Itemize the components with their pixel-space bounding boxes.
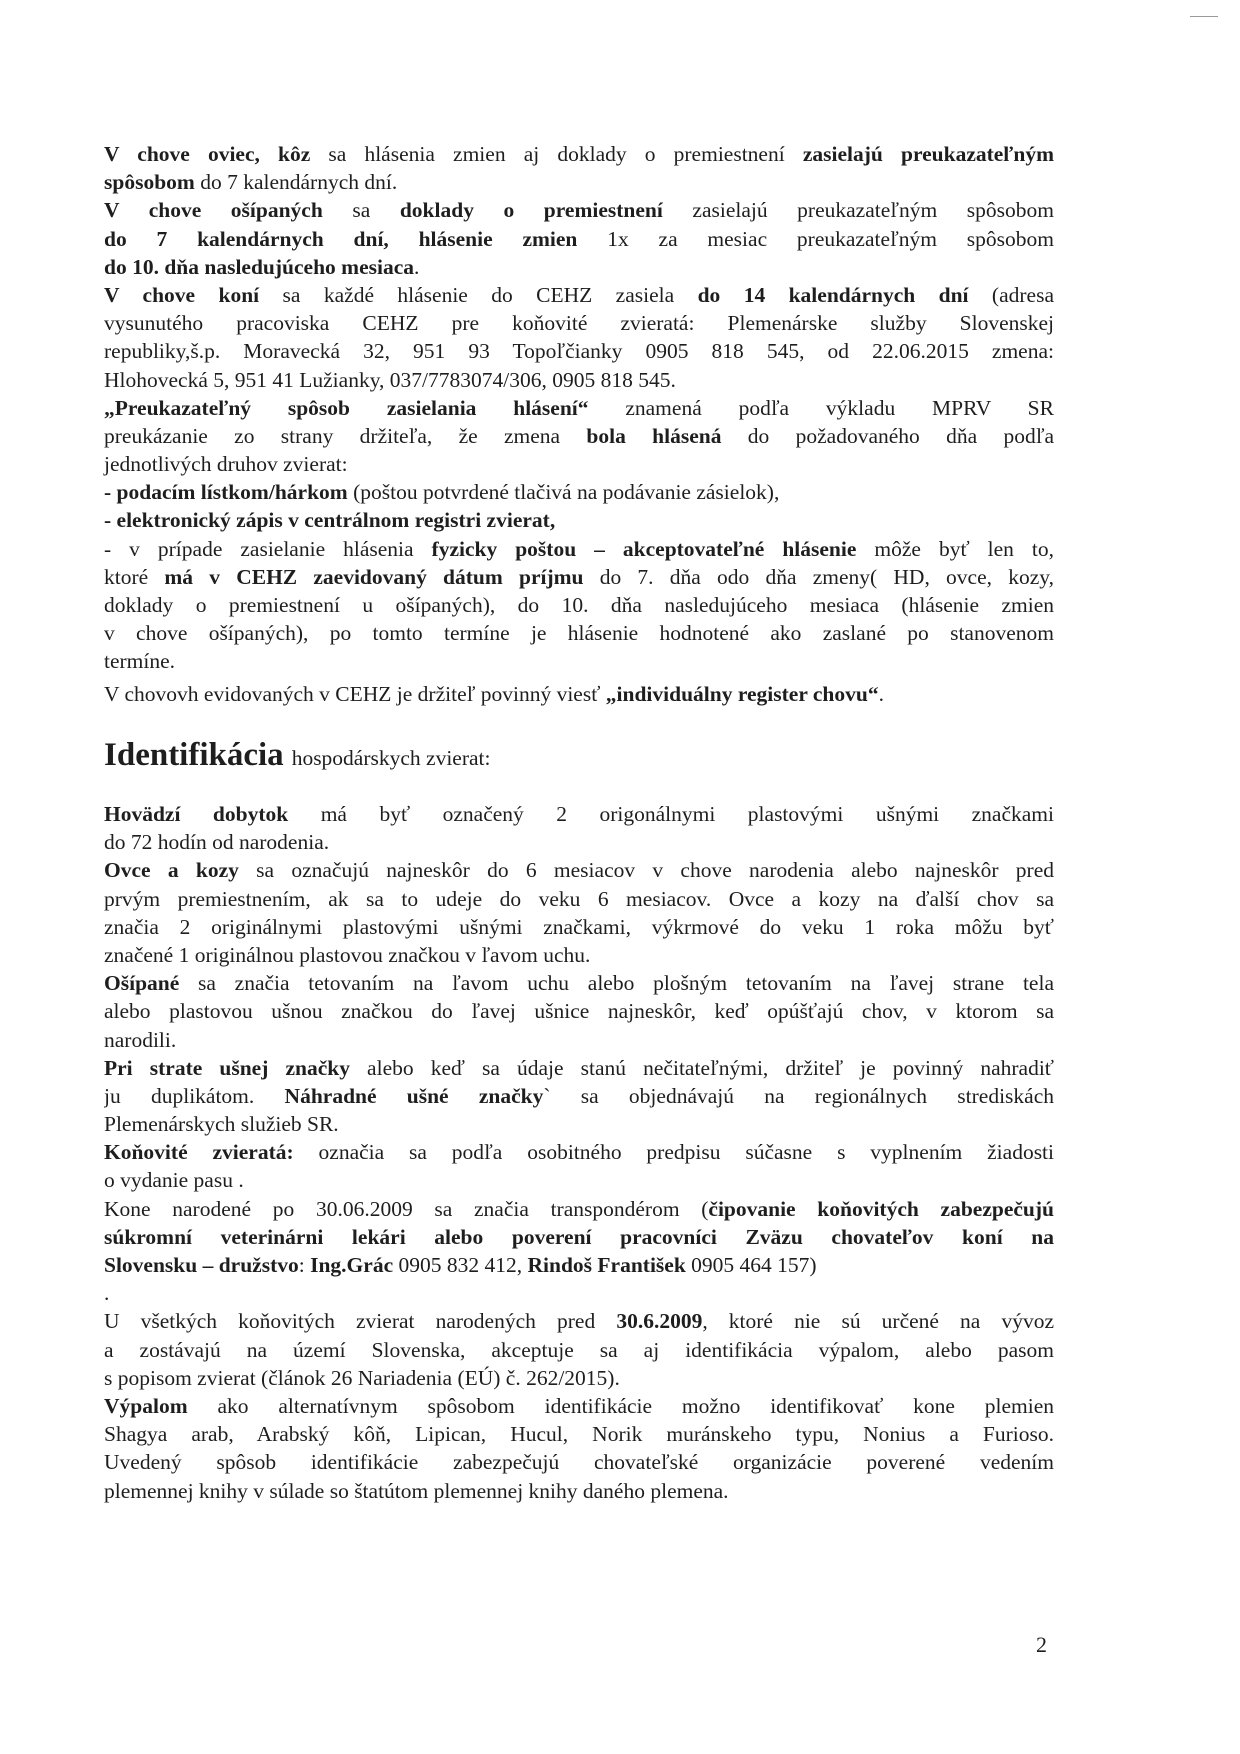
text-line — [104, 563, 1054, 591]
text-span: do 72 hodín od narodenia. — [104, 830, 330, 855]
text-span: sa označujú najneskôr do 6 mesiacov v chove narodenia alebo najneskôr pred — [238, 858, 1054, 883]
bold-text: do 10. dňa nasledujúceho mesiaca — [104, 254, 414, 279]
bold-text: Slovensku – družstvo — [104, 1253, 299, 1277]
text-span: ktoré — [104, 564, 165, 589]
text-line — [104, 1279, 1054, 1307]
text-line — [104, 619, 1054, 647]
text-line — [104, 1223, 1054, 1251]
bold-text: „individuálny register chovu“ — [605, 682, 879, 706]
bold-text: doklady o premiestnení — [399, 198, 663, 223]
text-line — [104, 969, 1054, 997]
bold-text: súkromní veterinárni lekári alebo poverení pracovníci Zväzu chovateľov koní na — [104, 1224, 1054, 1249]
bold-text: fyzicky poštou – akceptovateľné hlásenie — [431, 536, 857, 561]
text-span: doklady o premiestnení u ošípaných), do 10. dňa nasledujúceho mesiaca (hlásenie zmien — [104, 593, 1054, 617]
text-span: do 7 kalendárnych dní. — [194, 170, 398, 195]
text-span: : — [298, 1253, 311, 1277]
text-span: a zostávajú na území Slovenska, akceptuje sa aj identifikácia výpalom, alebo pasom — [104, 1337, 1054, 1362]
text-span: ju duplikátom. — [104, 1083, 285, 1108]
text-span: ` sa objednávajú na regionálnych strediskách — [543, 1083, 1054, 1108]
text-span: sa hlásenia zmien aj doklady o premiestnení — [310, 142, 803, 166]
text-line — [104, 941, 1054, 969]
text-line — [104, 647, 1054, 675]
bold-text: čipovanie koňovitých zabezpečujú — [708, 1196, 1054, 1221]
text-span: Uvedený spôsob identifikácie zabezpečujú chovateľské organizácie poverené vedením — [104, 1450, 1054, 1475]
text-line — [104, 422, 1054, 450]
text-line — [104, 1364, 1054, 1392]
text-line — [104, 1392, 1054, 1420]
heading-title: Identifikácia — [104, 737, 284, 773]
text-span: Shagya arab, Arabský kôň, Lipican, Hucul, Norik muránskeho typu, Nonius a Furioso. — [104, 1422, 1054, 1447]
bold-text: zasielajú preukazateľným — [802, 142, 1054, 166]
text-span: o vydanie pasu . — [104, 1168, 244, 1193]
text-span: sa značia tetovaním na ľavom uchu alebo plošným tetovaním na ľavej strane tela — [179, 971, 1054, 996]
bold-text: Koňovité zvieratá: — [104, 1140, 294, 1165]
text-line — [104, 281, 1054, 309]
text-span: môže byť len to, — [856, 536, 1054, 561]
text-line — [104, 856, 1054, 884]
text-span: narodili. — [104, 1027, 177, 1052]
text-span: plemennej knihy v súlade so štatútom plemennej knihy daného plemena. — [104, 1478, 729, 1503]
text-span: 1x za mesiac preukazateľným spôsobom — [577, 226, 1054, 251]
text-line — [104, 225, 1054, 253]
text-span: označia sa podľa osobitného predpisu súčasne s vyplnením žiadosti — [293, 1140, 1054, 1165]
bold-text: Pri strate ušnej značky — [104, 1055, 350, 1080]
text-line — [104, 1448, 1054, 1476]
text-span: alebo plastovou ušnou značkou do ľavej ušnice najneskôr, keď opúšťajú chov, v ktorom sa — [104, 999, 1054, 1024]
text-line — [104, 366, 1054, 394]
text-span: s popisom zvierat (článok 26 Nariadenia (EÚ) č. 262/2015). — [104, 1365, 620, 1390]
text-span: ako alternatívnym spôsobom identifikácie možno identifikovať kone plemien — [187, 1393, 1054, 1418]
text-span: Plemenárskych služieb SR. — [104, 1112, 339, 1137]
text-span: Hlohovecká 5, 951 41 Lužianky, 037/7783074/306, 0905 818 545. — [104, 367, 676, 392]
text-span: . — [104, 1281, 110, 1306]
text-line — [104, 1082, 1054, 1110]
text-span: značené 1 originálnou plastovou značkou v ľavom uchu. — [104, 942, 591, 967]
paragraph-reporting-rules — [104, 140, 1054, 676]
text-line — [104, 1026, 1054, 1054]
text-line — [104, 478, 1054, 506]
bold-text: - elektronický zápis v centrálnom registri zvierat, — [104, 508, 556, 533]
text-span: (adresa — [968, 282, 1054, 307]
scan-edge-mark — [1190, 16, 1218, 17]
text-line — [104, 997, 1054, 1025]
bold-text: V chove oviec, kôz — [104, 142, 311, 166]
text-span: termíne. — [104, 649, 176, 674]
bold-text: Výpalom — [104, 1393, 188, 1418]
text-span: sa — [322, 198, 400, 223]
bold-text: Hovädzí dobytok — [104, 802, 289, 826]
text-line — [104, 1336, 1054, 1364]
text-span: znamená podľa výkladu MPRV SR — [588, 395, 1054, 420]
text-span: zasielajú preukazateľným spôsobom — [662, 198, 1054, 223]
text-line — [104, 913, 1054, 941]
text-line — [104, 140, 1054, 168]
paragraph-register — [104, 680, 1054, 708]
text-span: 0905 832 412, — [393, 1253, 528, 1277]
text-line — [104, 450, 1054, 478]
text-span: do 7. dňa odo dňa zmeny( HD, ovce, kozy, — [583, 564, 1054, 589]
bold-text: V chove ošípaných — [104, 198, 323, 223]
text-line — [104, 1420, 1054, 1448]
text-span: . — [414, 254, 420, 279]
text-line — [104, 309, 1054, 337]
bold-text: do 7 kalendárnych dní, hlásenie zmien — [104, 226, 578, 251]
bold-text: - podacím lístkom/hárkom — [104, 480, 348, 505]
text-line — [104, 168, 1054, 196]
text-span: jednotlivých druhov zvierat: — [104, 452, 348, 477]
text-span: U všetkých koňovitých zvierat narodených pred — [104, 1309, 617, 1334]
text-line — [104, 1054, 1054, 1082]
bold-text: má v CEHZ zaevidovaný dátum príjmu — [164, 564, 584, 589]
text-span: , ktoré nie sú určené na vývoz — [702, 1309, 1054, 1334]
text-span: (poštou potvrdené tlačivá na podávanie zásielok), — [347, 480, 780, 505]
text-line — [104, 1307, 1054, 1335]
bold-text: Rindoš František — [527, 1253, 686, 1277]
text-line — [104, 800, 1054, 828]
section-heading — [104, 732, 1054, 778]
paragraph-identification — [104, 800, 1054, 1505]
bold-text: bola hlásená — [586, 423, 722, 448]
bold-text: Ing.Grác — [310, 1253, 394, 1277]
text-span: do požadovaného dňa podľa — [721, 423, 1054, 448]
text-line — [104, 591, 1054, 619]
text-line — [104, 253, 1054, 281]
text-span: v chove ošípaných), po tomto termíne je hlásenie hodnotené ako zaslané po stanovenom — [104, 621, 1054, 646]
bold-text: Ošípané — [104, 971, 180, 996]
bold-text: do 14 kalendárnych dní — [697, 282, 969, 307]
text-line — [104, 1251, 1054, 1279]
text-line — [104, 506, 1054, 534]
bold-text: Náhradné ušné značky — [284, 1083, 544, 1108]
text-span: značia 2 originálnymi plastovými ušnými značkami, výkrmové do veku 1 roka môžu byť — [104, 914, 1054, 939]
bold-text: V chove koní — [104, 282, 260, 307]
text-line — [104, 680, 1054, 708]
bold-text: 30.6.2009 — [616, 1309, 703, 1334]
page-number: 2 — [1036, 1632, 1047, 1657]
text-span: - v prípade zasielanie hlásenia — [104, 536, 432, 561]
text-span: alebo keď sa údaje stanú nečitateľnými, držiteľ je povinný nahradiť — [349, 1055, 1054, 1080]
text-line — [104, 1195, 1054, 1223]
bold-text: „Preukazateľný spôsob zasielania hlásení“ — [104, 395, 589, 420]
text-line — [104, 1138, 1054, 1166]
bold-text: spôsobom — [104, 170, 195, 195]
text-span: sa každé hlásenie do CEHZ zasiela — [259, 282, 698, 307]
text-span: V chovovh evidovaných v CEHZ je držiteľ povinný viesť — [104, 682, 606, 706]
text-line — [104, 196, 1054, 224]
text-span: . — [878, 682, 884, 706]
text-line — [104, 885, 1054, 913]
text-span: preukázanie zo strany držiteľa, že zmena — [104, 423, 587, 448]
text-span: Kone narodené po 30.06.2009 sa značia transpondérom ( — [104, 1196, 709, 1221]
text-line — [104, 394, 1054, 422]
text-span: prvým premiestnením, ak sa to udeje do veku 6 mesiacov. Ovce a kozy na ďalší chov sa — [104, 886, 1054, 911]
text-line — [104, 1110, 1054, 1138]
text-span: 0905 464 157) — [685, 1253, 817, 1277]
text-line — [104, 1166, 1054, 1194]
heading-subtitle: hospodárskych zvierat: — [291, 746, 491, 770]
text-span: má byť označený 2 origonálnymi plastovými ušnými značkami — [288, 802, 1054, 826]
text-line — [104, 535, 1054, 563]
text-span: republiky,š.p. Moravecká 32, 951 93 Topoľčianky 0905 818 545, od 22.06.2015 zmena: — [104, 339, 1054, 364]
text-span: vysunutého pracoviska CEHZ pre koňovité zvieratá: Plemenárske služby Slovenskej — [104, 311, 1054, 336]
text-line — [104, 337, 1054, 365]
text-line — [104, 1477, 1054, 1505]
text-line — [104, 828, 1054, 856]
bold-text: Ovce a kozy — [104, 858, 239, 883]
